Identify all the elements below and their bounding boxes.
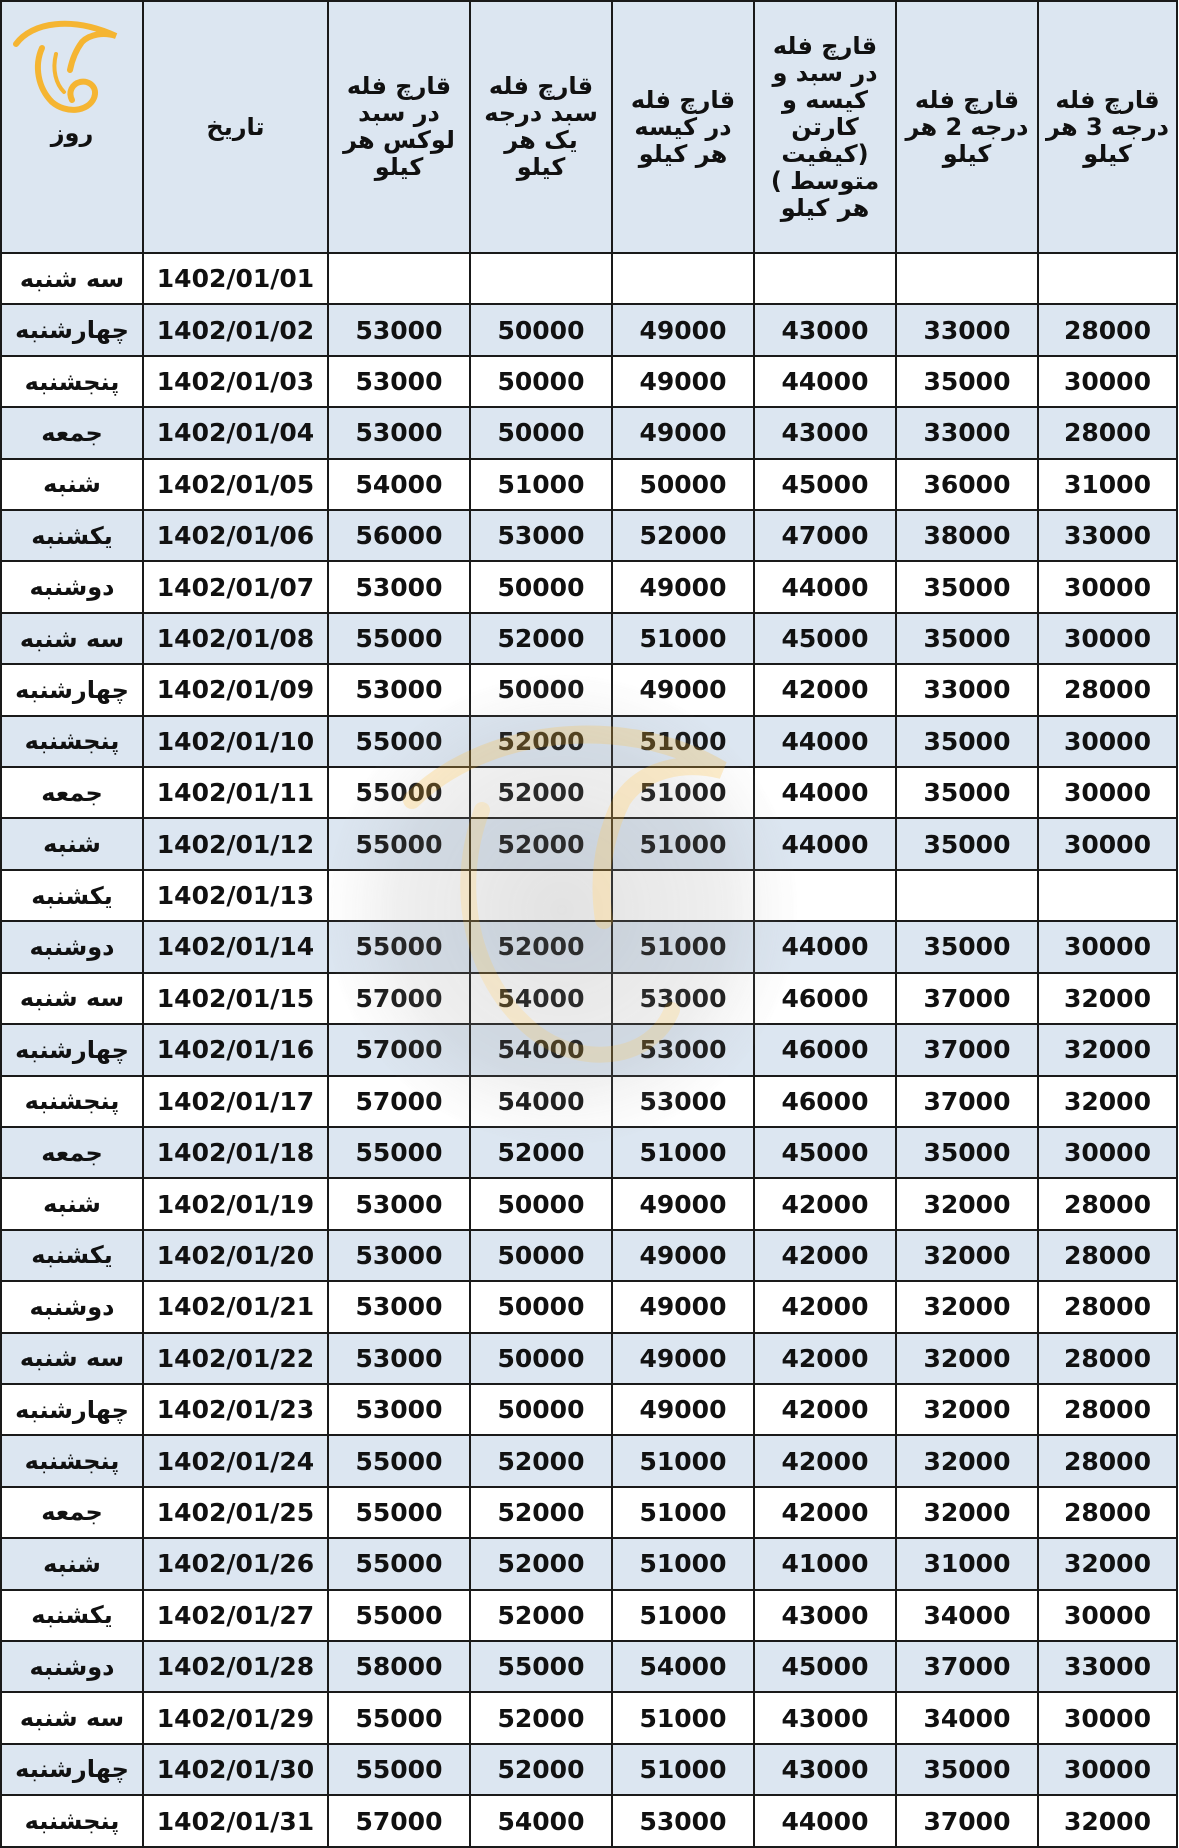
grade-one-basket-price-cell: 52000 (470, 1744, 612, 1795)
luxury-basket-price-cell: 55000 (328, 613, 470, 664)
date-cell: 1402/01/10 (143, 716, 328, 767)
grade-one-basket-price-cell: 54000 (470, 1076, 612, 1127)
grade-two-price-cell: 33000 (896, 664, 1038, 715)
luxury-basket-price-cell: 57000 (328, 1076, 470, 1127)
grade-three-price-cell: 30000 (1038, 1692, 1177, 1743)
day-column-header: روز (50, 119, 94, 147)
date-cell: 1402/01/02 (143, 304, 328, 355)
grade-two-price-cell: 33000 (896, 304, 1038, 355)
day-cell: شنبه (1, 818, 143, 869)
header-row (1, 1, 1177, 253)
grade-one-basket-price-cell: 55000 (470, 1641, 612, 1692)
date-cell: 1402/01/17 (143, 1076, 328, 1127)
medium-quality-price-cell: 44000 (754, 818, 896, 869)
date-cell: 1402/01/28 (143, 1641, 328, 1692)
grade-one-basket-price-cell: 50000 (470, 1178, 612, 1229)
table-row (1, 1076, 1177, 1127)
luxury-basket-price-cell: 53000 (328, 561, 470, 612)
grade-three-price-cell (1038, 870, 1177, 921)
luxury-basket-price-cell: 55000 (328, 1435, 470, 1486)
table-row (1, 510, 1177, 561)
bag-price-cell: 49000 (612, 1333, 754, 1384)
day-cell: یکشنبه (1, 1230, 143, 1281)
grade-two-price-cell: 34000 (896, 1590, 1038, 1641)
medium-quality-price-cell: 41000 (754, 1538, 896, 1589)
table-row (1, 1024, 1177, 1075)
medium-quality-price-cell: 46000 (754, 1024, 896, 1075)
table-row (1, 253, 1177, 304)
grade-one-basket-price-cell: 50000 (470, 407, 612, 458)
medium-quality-price-cell (754, 253, 896, 304)
grade-one-basket-price-cell: 52000 (470, 1538, 612, 1589)
luxury-basket-price-cell: 56000 (328, 510, 470, 561)
luxury-basket-price-cell (328, 253, 470, 304)
medium-quality-price-cell: 45000 (754, 613, 896, 664)
grade-one-basket-price-cell: 50000 (470, 1230, 612, 1281)
grade-three-price-cell: 33000 (1038, 1641, 1177, 1692)
date-cell: 1402/01/30 (143, 1744, 328, 1795)
grade-one-basket-price-cell: 52000 (470, 1590, 612, 1641)
table-row (1, 1178, 1177, 1229)
grade-two-price-cell: 38000 (896, 510, 1038, 561)
day-cell: شنبه (1, 1538, 143, 1589)
grade-three-price-cell: 28000 (1038, 1384, 1177, 1435)
luxury-basket-price-cell: 54000 (328, 459, 470, 510)
day-cell: سه شنبه (1, 613, 143, 664)
grade-one-basket-price-cell: 51000 (470, 459, 612, 510)
day-cell: جمعه (1, 407, 143, 458)
day-cell: جمعه (1, 1127, 143, 1178)
date-cell: 1402/01/21 (143, 1281, 328, 1332)
grade-three-price-cell: 28000 (1038, 1333, 1177, 1384)
grade-three-price-cell: 30000 (1038, 1127, 1177, 1178)
grade-two-price-cell: 32000 (896, 1281, 1038, 1332)
date-cell: 1402/01/15 (143, 973, 328, 1024)
medium-quality-price-cell: 46000 (754, 973, 896, 1024)
grade-one-basket-price-cell: 54000 (470, 1795, 612, 1847)
luxury-basket-price-cell: 53000 (328, 1333, 470, 1384)
table-row (1, 716, 1177, 767)
grade-one-basket-price-cell: 52000 (470, 1435, 612, 1486)
date-cell: 1402/01/26 (143, 1538, 328, 1589)
bag-price-cell: 49000 (612, 1178, 754, 1229)
table-row (1, 921, 1177, 972)
day-cell: یکشنبه (1, 870, 143, 921)
grade-three-price-cell: 30000 (1038, 356, 1177, 407)
grade-one-basket-price-cell: 52000 (470, 1692, 612, 1743)
luxury-basket-price-cell: 55000 (328, 1692, 470, 1743)
grade-two-price-cell: 32000 (896, 1435, 1038, 1486)
grade-three-price-cell: 32000 (1038, 1538, 1177, 1589)
grade-two-column-header: قارچ فله درجه 2 هر کیلو (896, 1, 1038, 253)
medium-quality-price-cell: 44000 (754, 921, 896, 972)
day-cell: یکشنبه (1, 510, 143, 561)
luxury-basket-price-cell: 53000 (328, 1281, 470, 1332)
date-cell: 1402/01/20 (143, 1230, 328, 1281)
grade-two-price-cell: 37000 (896, 1076, 1038, 1127)
bag-price-cell: 49000 (612, 356, 754, 407)
table-row (1, 304, 1177, 355)
grade-two-price-cell: 35000 (896, 1744, 1038, 1795)
day-cell: چهارشنبه (1, 1384, 143, 1435)
day-cell: سه شنبه (1, 1333, 143, 1384)
date-cell: 1402/01/06 (143, 510, 328, 561)
bag-price-cell: 51000 (612, 1538, 754, 1589)
date-cell: 1402/01/12 (143, 818, 328, 869)
luxury-basket-price-cell: 55000 (328, 767, 470, 818)
grade-one-basket-price-cell: 52000 (470, 767, 612, 818)
bag-price-cell: 53000 (612, 1024, 754, 1075)
date-cell: 1402/01/16 (143, 1024, 328, 1075)
bag-price-cell: 51000 (612, 818, 754, 869)
grade-one-basket-price-cell: 50000 (470, 304, 612, 355)
grade-one-basket-price-cell: 50000 (470, 1384, 612, 1435)
table-row (1, 1590, 1177, 1641)
medium-quality-price-cell (754, 870, 896, 921)
table-row (1, 407, 1177, 458)
table-row (1, 356, 1177, 407)
grade-two-price-cell: 37000 (896, 1024, 1038, 1075)
grade-one-basket-price-cell: 52000 (470, 613, 612, 664)
table-row (1, 561, 1177, 612)
day-cell: یکشنبه (1, 1590, 143, 1641)
bag-price-cell: 50000 (612, 459, 754, 510)
table-row (1, 1641, 1177, 1692)
luxury-basket-price-cell: 53000 (328, 1178, 470, 1229)
table-row (1, 1281, 1177, 1332)
luxury-basket-price-cell: 55000 (328, 1538, 470, 1589)
grade-three-price-cell: 32000 (1038, 1024, 1177, 1075)
day-cell: دوشنبه (1, 1281, 143, 1332)
grade-two-price-cell: 35000 (896, 561, 1038, 612)
date-cell: 1402/01/18 (143, 1127, 328, 1178)
day-cell: دوشنبه (1, 561, 143, 612)
medium-quality-column-header: قارچ فله در سبد و کیسه و کارتن (کیفیت متوسط ) هر کیلو (754, 1, 896, 253)
medium-quality-price-cell: 42000 (754, 1178, 896, 1229)
grade-two-price-cell: 32000 (896, 1384, 1038, 1435)
luxury-basket-price-cell: 58000 (328, 1641, 470, 1692)
medium-quality-price-cell: 44000 (754, 716, 896, 767)
day-cell: جمعه (1, 767, 143, 818)
medium-quality-price-cell: 43000 (754, 1692, 896, 1743)
medium-quality-price-cell: 42000 (754, 1333, 896, 1384)
grade-three-column-header: قارچ فله درجه 3 هر کیلو (1038, 1, 1177, 253)
grade-three-price-cell: 28000 (1038, 1230, 1177, 1281)
grade-two-price-cell: 37000 (896, 1641, 1038, 1692)
table-row (1, 1795, 1177, 1847)
day-cell: پنجشنبه (1, 1795, 143, 1847)
grade-one-basket-price-cell: 52000 (470, 1487, 612, 1538)
brand-logo-icon (12, 14, 126, 134)
medium-quality-price-cell: 44000 (754, 767, 896, 818)
grade-one-basket-price-cell: 50000 (470, 561, 612, 612)
bag-price-cell: 49000 (612, 1281, 754, 1332)
grade-two-price-cell: 35000 (896, 921, 1038, 972)
bag-price-cell: 51000 (612, 767, 754, 818)
day-cell: سه شنبه (1, 253, 143, 304)
date-cell: 1402/01/07 (143, 561, 328, 612)
medium-quality-price-cell: 45000 (754, 1641, 896, 1692)
luxury-basket-price-cell: 53000 (328, 1384, 470, 1435)
table-row (1, 1230, 1177, 1281)
grade-three-price-cell: 28000 (1038, 1178, 1177, 1229)
grade-two-price-cell: 32000 (896, 1487, 1038, 1538)
table-row (1, 818, 1177, 869)
date-cell: 1402/01/22 (143, 1333, 328, 1384)
luxury-basket-price-cell: 55000 (328, 921, 470, 972)
bag-price-cell: 51000 (612, 1744, 754, 1795)
grade-three-price-cell: 28000 (1038, 1281, 1177, 1332)
medium-quality-price-cell: 43000 (754, 1590, 896, 1641)
luxury-basket-price-cell: 57000 (328, 1024, 470, 1075)
grade-three-price-cell: 30000 (1038, 818, 1177, 869)
day-cell: چهارشنبه (1, 1744, 143, 1795)
luxury-basket-price-cell: 55000 (328, 716, 470, 767)
grade-two-price-cell: 35000 (896, 1127, 1038, 1178)
medium-quality-price-cell: 43000 (754, 1744, 896, 1795)
grade-two-price-cell: 33000 (896, 407, 1038, 458)
grade-two-price-cell: 31000 (896, 1538, 1038, 1589)
grade-one-basket-price-cell: 53000 (470, 510, 612, 561)
bag-price-cell: 49000 (612, 561, 754, 612)
bag-price-cell: 49000 (612, 664, 754, 715)
medium-quality-price-cell: 47000 (754, 510, 896, 561)
grade-three-price-cell: 28000 (1038, 407, 1177, 458)
luxury-basket-price-cell: 55000 (328, 1127, 470, 1178)
luxury-basket-price-cell: 57000 (328, 973, 470, 1024)
grade-two-price-cell: 32000 (896, 1333, 1038, 1384)
grade-three-price-cell: 28000 (1038, 304, 1177, 355)
table-row (1, 767, 1177, 818)
bag-price-cell: 53000 (612, 973, 754, 1024)
date-cell: 1402/01/19 (143, 1178, 328, 1229)
bag-column-header: قارچ فله در کیسه هر کیلو (612, 1, 754, 253)
grade-three-price-cell: 28000 (1038, 664, 1177, 715)
bag-price-cell: 51000 (612, 1435, 754, 1486)
luxury-basket-price-cell: 53000 (328, 304, 470, 355)
day-cell: پنجشنبه (1, 1435, 143, 1486)
grade-two-price-cell: 37000 (896, 1795, 1038, 1847)
grade-one-basket-column-header: قارچ فله سبد درجه یک هر کیلو (470, 1, 612, 253)
grade-one-basket-price-cell: 50000 (470, 664, 612, 715)
medium-quality-price-cell: 45000 (754, 1127, 896, 1178)
bag-price-cell (612, 870, 754, 921)
day-cell: سه شنبه (1, 973, 143, 1024)
table-row (1, 973, 1177, 1024)
grade-three-price-cell: 28000 (1038, 1487, 1177, 1538)
date-cell: 1402/01/03 (143, 356, 328, 407)
grade-two-price-cell: 34000 (896, 1692, 1038, 1743)
medium-quality-price-cell: 43000 (754, 304, 896, 355)
day-cell: دوشنبه (1, 921, 143, 972)
luxury-basket-price-cell: 55000 (328, 1487, 470, 1538)
day-cell: پنجشنبه (1, 1076, 143, 1127)
grade-two-price-cell: 35000 (896, 356, 1038, 407)
date-cell: 1402/01/11 (143, 767, 328, 818)
table-row (1, 1744, 1177, 1795)
luxury-basket-price-cell: 55000 (328, 1590, 470, 1641)
bag-price-cell: 52000 (612, 510, 754, 561)
bag-price-cell: 49000 (612, 407, 754, 458)
bag-price-cell: 53000 (612, 1076, 754, 1127)
bag-price-cell: 51000 (612, 1692, 754, 1743)
grade-three-price-cell: 33000 (1038, 510, 1177, 561)
grade-two-price-cell: 35000 (896, 716, 1038, 767)
grade-one-basket-price-cell: 52000 (470, 1127, 612, 1178)
grade-three-price-cell: 30000 (1038, 767, 1177, 818)
grade-two-price-cell: 35000 (896, 613, 1038, 664)
grade-two-price-cell: 37000 (896, 973, 1038, 1024)
medium-quality-price-cell: 44000 (754, 356, 896, 407)
bag-price-cell: 49000 (612, 1230, 754, 1281)
medium-quality-price-cell: 45000 (754, 459, 896, 510)
day-header-cell (1, 1, 143, 253)
day-cell: چهارشنبه (1, 304, 143, 355)
grade-three-price-cell: 30000 (1038, 1744, 1177, 1795)
bag-price-cell: 49000 (612, 1384, 754, 1435)
luxury-basket-price-cell: 55000 (328, 818, 470, 869)
date-column-header: تاریخ (143, 1, 328, 253)
grade-three-price-cell: 30000 (1038, 921, 1177, 972)
day-cell: چهارشنبه (1, 1024, 143, 1075)
grade-three-price-cell: 30000 (1038, 1590, 1177, 1641)
bag-price-cell: 51000 (612, 1590, 754, 1641)
grade-three-price-cell: 31000 (1038, 459, 1177, 510)
table-row (1, 1435, 1177, 1486)
table-body (1, 253, 1177, 1847)
medium-quality-price-cell: 42000 (754, 664, 896, 715)
medium-quality-price-cell: 42000 (754, 1384, 896, 1435)
grade-one-basket-price-cell (470, 253, 612, 304)
luxury-basket-price-cell (328, 870, 470, 921)
grade-three-price-cell: 32000 (1038, 1076, 1177, 1127)
day-cell: سه شنبه (1, 1692, 143, 1743)
table-row (1, 664, 1177, 715)
bag-price-cell: 54000 (612, 1641, 754, 1692)
grade-one-basket-price-cell: 54000 (470, 973, 612, 1024)
grade-three-price-cell: 30000 (1038, 716, 1177, 767)
grade-two-price-cell (896, 253, 1038, 304)
date-cell: 1402/01/09 (143, 664, 328, 715)
grade-one-basket-price-cell: 50000 (470, 1333, 612, 1384)
grade-three-price-cell: 32000 (1038, 1795, 1177, 1847)
grade-one-basket-price-cell: 50000 (470, 356, 612, 407)
bag-price-cell: 51000 (612, 613, 754, 664)
day-cell: دوشنبه (1, 1641, 143, 1692)
table-row (1, 1487, 1177, 1538)
grade-one-basket-price-cell: 52000 (470, 921, 612, 972)
grade-two-price-cell: 32000 (896, 1230, 1038, 1281)
grade-two-price-cell (896, 870, 1038, 921)
grade-two-price-cell: 35000 (896, 767, 1038, 818)
grade-one-basket-price-cell (470, 870, 612, 921)
luxury-basket-price-cell: 55000 (328, 1744, 470, 1795)
luxury-basket-price-cell: 57000 (328, 1795, 470, 1847)
table-row (1, 1692, 1177, 1743)
medium-quality-price-cell: 42000 (754, 1487, 896, 1538)
grade-three-price-cell: 32000 (1038, 973, 1177, 1024)
date-cell: 1402/01/23 (143, 1384, 328, 1435)
luxury-basket-price-cell: 53000 (328, 664, 470, 715)
luxury-basket-column-header: قارچ فله در سبد لوکس هر کیلو (328, 1, 470, 253)
grade-one-basket-price-cell: 52000 (470, 716, 612, 767)
day-cell: شنبه (1, 459, 143, 510)
date-cell: 1402/01/05 (143, 459, 328, 510)
table-row (1, 613, 1177, 664)
luxury-basket-price-cell: 53000 (328, 1230, 470, 1281)
date-cell: 1402/01/08 (143, 613, 328, 664)
table-row (1, 1538, 1177, 1589)
medium-quality-price-cell: 42000 (754, 1230, 896, 1281)
grade-three-price-cell: 28000 (1038, 1435, 1177, 1486)
grade-two-price-cell: 36000 (896, 459, 1038, 510)
table-row (1, 1127, 1177, 1178)
table-row (1, 870, 1177, 921)
date-cell: 1402/01/01 (143, 253, 328, 304)
bag-price-cell: 49000 (612, 304, 754, 355)
date-cell: 1402/01/27 (143, 1590, 328, 1641)
bag-price-cell: 51000 (612, 921, 754, 972)
table-row (1, 1333, 1177, 1384)
luxury-basket-price-cell: 53000 (328, 407, 470, 458)
date-cell: 1402/01/14 (143, 921, 328, 972)
luxury-basket-price-cell: 53000 (328, 356, 470, 407)
date-cell: 1402/01/13 (143, 870, 328, 921)
date-cell: 1402/01/04 (143, 407, 328, 458)
grade-one-basket-price-cell: 50000 (470, 1281, 612, 1332)
day-cell: چهارشنبه (1, 664, 143, 715)
bag-price-cell: 51000 (612, 716, 754, 767)
table-row (1, 1384, 1177, 1435)
grade-three-price-cell: 30000 (1038, 561, 1177, 612)
date-cell: 1402/01/24 (143, 1435, 328, 1486)
day-cell: جمعه (1, 1487, 143, 1538)
grade-three-price-cell: 30000 (1038, 613, 1177, 664)
medium-quality-price-cell: 42000 (754, 1281, 896, 1332)
grade-two-price-cell: 32000 (896, 1178, 1038, 1229)
bag-price-cell (612, 253, 754, 304)
medium-quality-price-cell: 43000 (754, 407, 896, 458)
medium-quality-price-cell: 44000 (754, 1795, 896, 1847)
day-cell: پنجشنبه (1, 716, 143, 767)
date-cell: 1402/01/29 (143, 1692, 328, 1743)
grade-two-price-cell: 35000 (896, 818, 1038, 869)
day-cell: شنبه (1, 1178, 143, 1229)
date-cell: 1402/01/25 (143, 1487, 328, 1538)
table-row (1, 459, 1177, 510)
grade-three-price-cell (1038, 253, 1177, 304)
medium-quality-price-cell: 42000 (754, 1435, 896, 1486)
date-cell: 1402/01/31 (143, 1795, 328, 1847)
grade-one-basket-price-cell: 52000 (470, 818, 612, 869)
grade-one-basket-price-cell: 54000 (470, 1024, 612, 1075)
bag-price-cell: 53000 (612, 1795, 754, 1847)
medium-quality-price-cell: 44000 (754, 561, 896, 612)
bag-price-cell: 51000 (612, 1127, 754, 1178)
medium-quality-price-cell: 46000 (754, 1076, 896, 1127)
day-cell: پنجشنبه (1, 356, 143, 407)
bag-price-cell: 51000 (612, 1487, 754, 1538)
